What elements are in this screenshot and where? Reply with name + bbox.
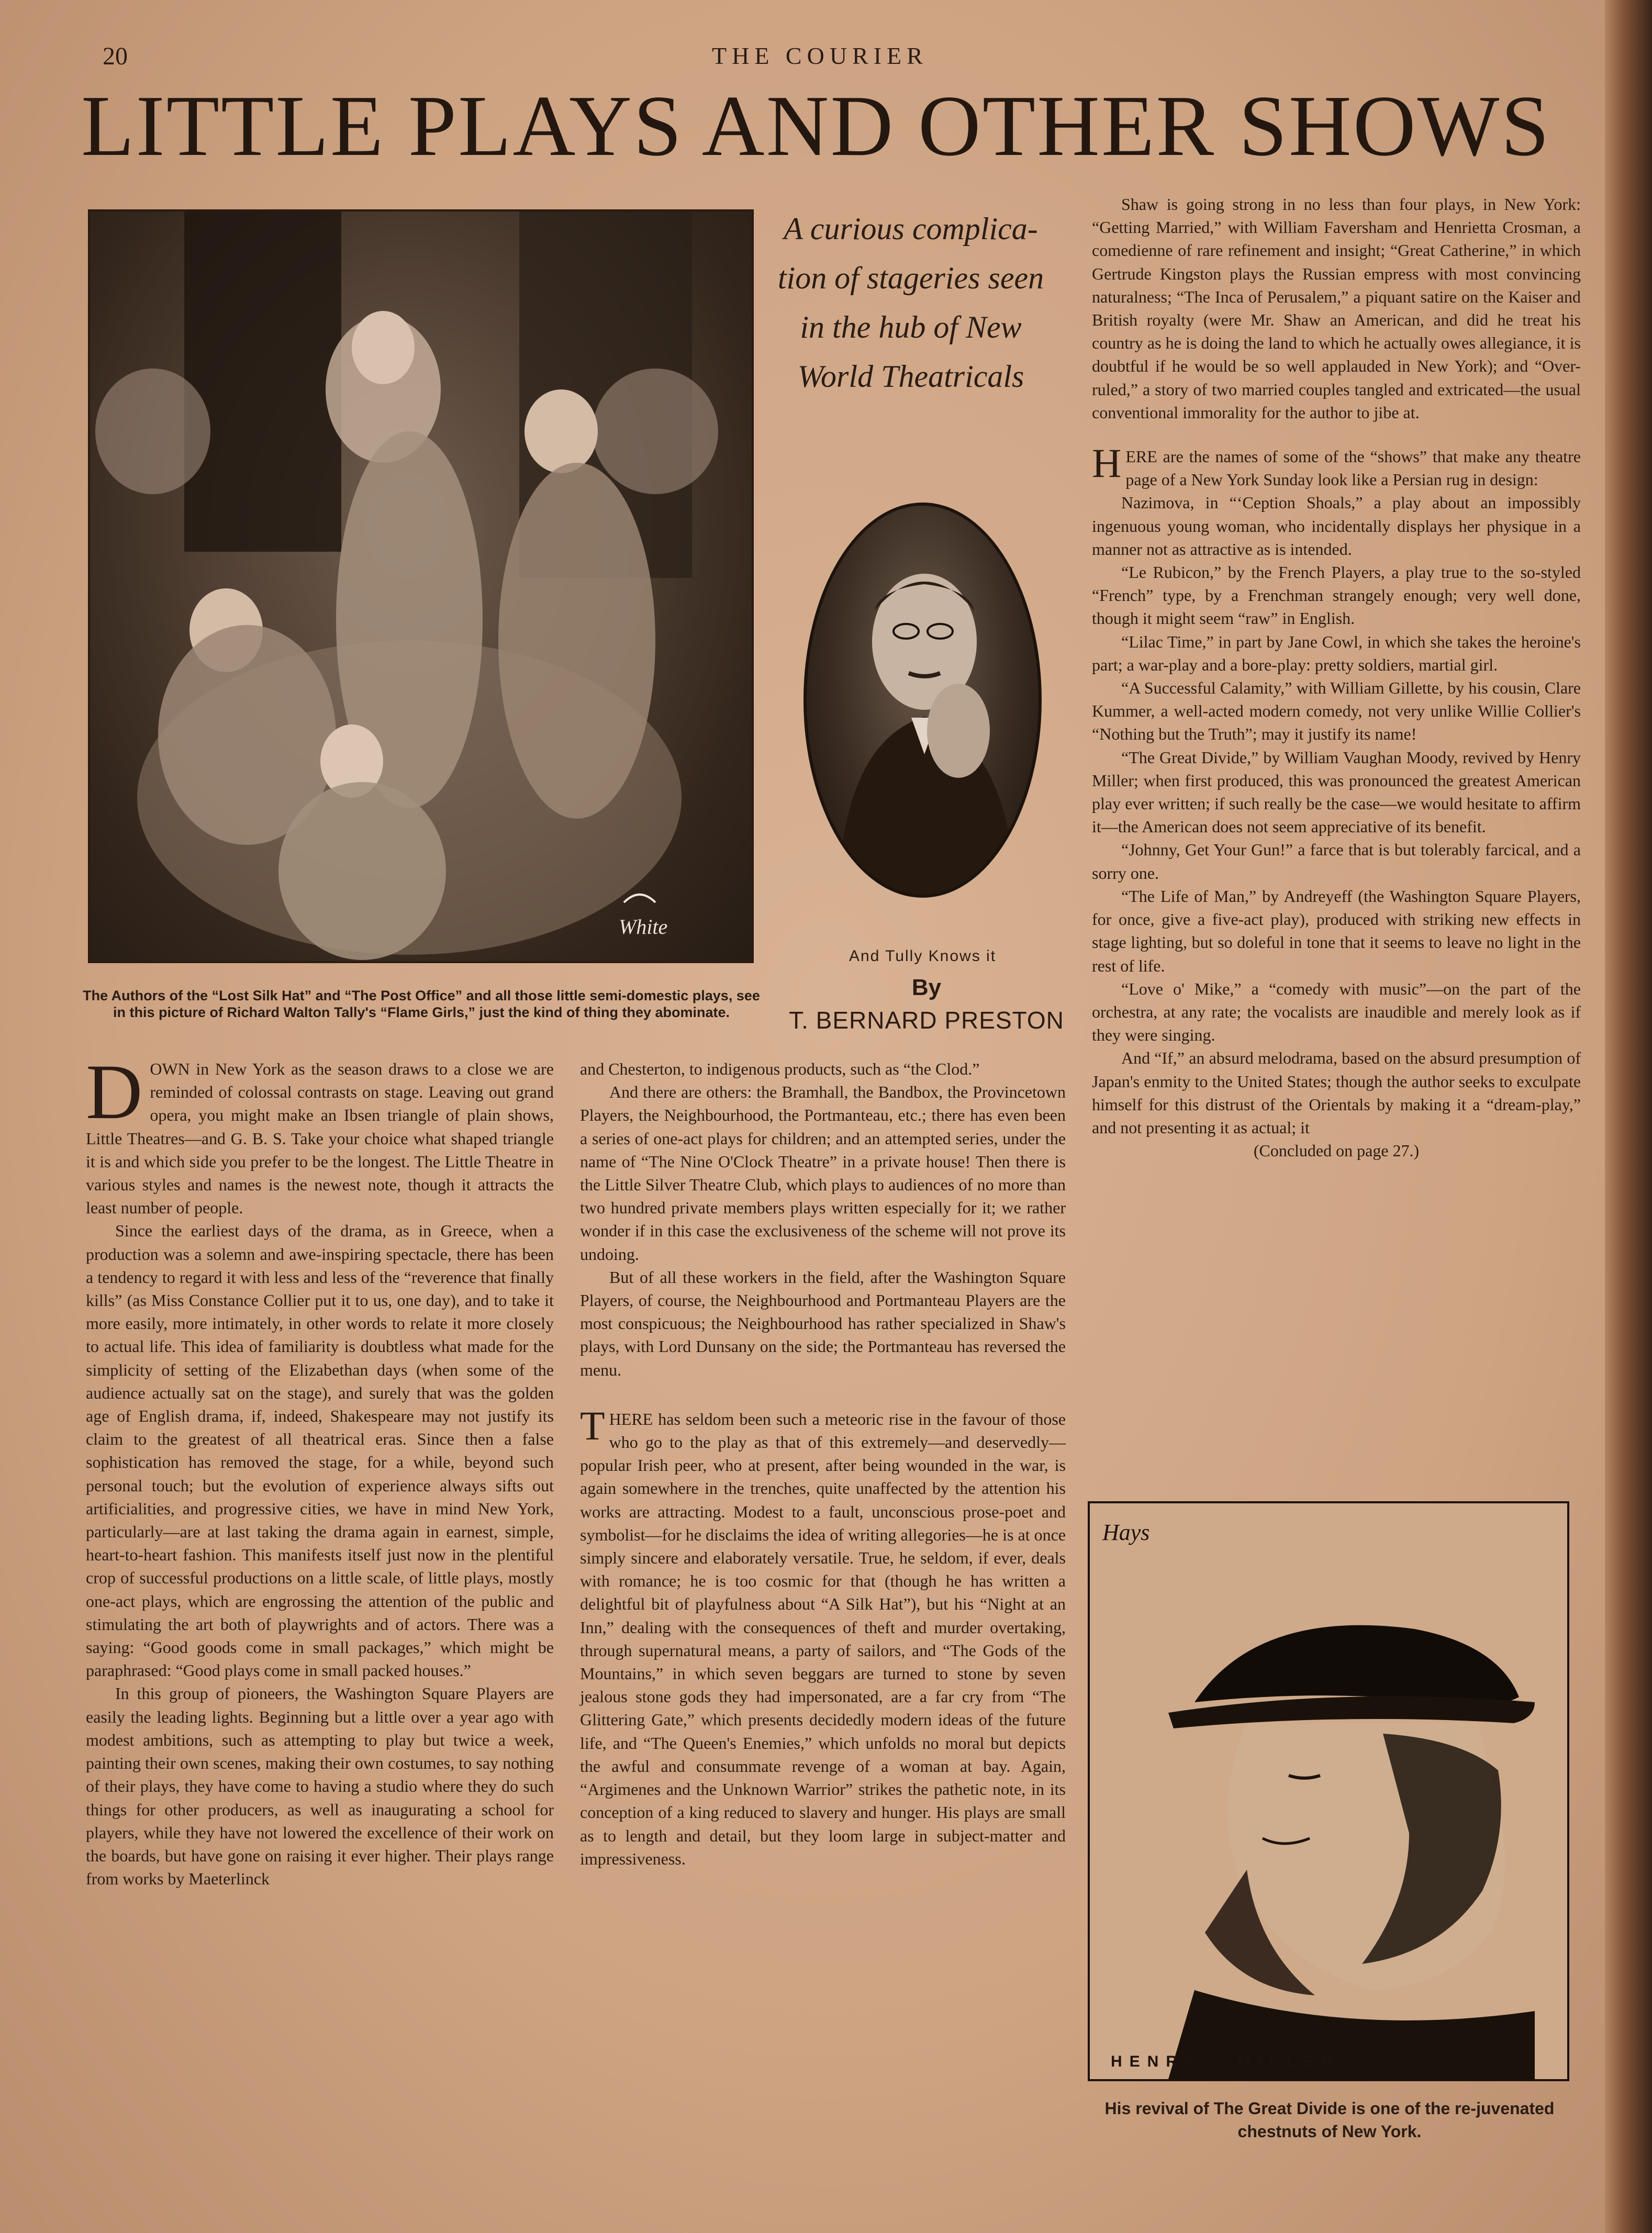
- paragraph: “The Life of Man,” by Andreyeff (the Washington Square Players, for once, give a five-act play), produced with striking new effects in stage lighting, but so doleful in tone that it seems to leave no light in the rest of life.: [1092, 886, 1581, 975]
- paragraph: and Chesterton, to indigenous products, such as “the Clod.”: [580, 1059, 980, 1078]
- book-spine-shadow: [1605, 0, 1652, 2233]
- photographer-signature: White: [619, 915, 668, 939]
- artist-mark: Hays: [1102, 1520, 1150, 1545]
- paragraph: OWN in New York as the season draws to a close we are reminded of colossal contrasts on stage. Leaving out grand opera, you might make an Ibsen triangle of plain shows, Little Theatres—and G. B. S. Take your choice what shaped triangle it is and which side you prefer to be the longest. The Little Theatre in various styles and names is the newest note, though it attracts the least number of people.: [86, 1059, 554, 1218]
- paragraph: Nazimova, in “‘Ception Shoals,” a play about an impossibly ingenuous young woman, who incidentally displays her physique in a manner not as attractive as is intended.: [1092, 493, 1581, 559]
- photo-caption: The Authors of the “Lost Silk Hat” and “The Post Office” and all those little semi-domestic plays, see in this picture of Richard Walton Tally's “Flame Girls,” just the kind of thing they abominate.: [83, 988, 760, 1020]
- portrait-caption: And Tully Knows it: [849, 947, 997, 965]
- paragraph: And there are others: the Bramhall, the Bandbox, the Provincetown Players, the Neighbourhood, the Portmanteau, etc.; there has even been a series of one-act plays for children; and an attempted series, under the name of “The Nine O'Clock Theatre” in a private house! Then there is the Little Silver Theatre Club, which plays to audiences of no more than two hundred private members plays written especially for it; we rather wonder if in this case the exclusiveness of the scheme will not prove its undoing.: [580, 1082, 1066, 1264]
- paragraph: Shaw is going strong in no less than four plays, in New York: “Getting Married,” with William Faversham and Henrietta Crosman, a comedienne of rare refinement and insight; “Great Catherine,” in which Gertrude Kingston plays the Russian empress with most convincing naturalness; “The Inca of Perusalem,” a piquant satire on the Kaiser and British royalty (were Mr. Shaw an American, and did he treat his country as he is doing the land to which he actually owes allegiance, it is doubtful if he would be so well applauded in New York); and “Over-ruled,” a story of two married couples tangled and extricated—the usual conventional immorality for the author to jibe at.: [1092, 195, 1581, 422]
- paragraph: But of all these workers in the field, after the Washington Square Players, of course, the Neighbourhood and Portmanteau Players are the most conspicuous; the Neighbourhood has rather specialized in Shaw's plays, with Lord Dunsany on the side; the Portmanteau has reversed the menu.: [580, 1267, 1066, 1379]
- paragraph: In this group of pioneers, the Washington Square Players are easily the leading lights. Beginning but a little over a year ago with modest ambitions, such as attempting to play but twice a week, painting their own scenes, making their own costumes, to say nothing of their plays, they have come to having a studio where they do such things for other producers, as well as inaugurating a school for players, while they have not lowered the excellence of their work on the boards, but have gone on raising it ever higher. Their plays range from works by Maeterlinck: [86, 1684, 554, 1889]
- paragraph: HERE has seldom been such a meteoric rise in the favour of those who go to the play as that of this extremely—and deservedly—popular Irish peer, who at present, after being wounded in the war, is again somewhere in the trenches, quite unaffected by the attention his works are attracting. Modest to a fault, unconscious prose-poet and symbolist—for he disclaims the idea of writing allegories—he is at once simply sincere and elaborately versatile. True, he seldom, if ever, deals with romance; he is too cosmic for that (though he has written a delightful bit of playfulness about “A Silk Hat”), but his “Night at an Inn,” dealing with the consequences of theft and murder overtaking, through supernatural means, a party of sailors, and “The Gods of the Mountains,” in which seven beggars are turned to stone by seven jealous stone gods they had impersonated, are a far cry from “The Glittering Gate,” which presents decidedly modern ideas of the future life, and “The Queen's Enemies,” which unfolds no moral but depicts the awful and consummate revenge of a woman at bay. Again, “Argimenes and the Unknown Warrior” strikes the pathetic note, in its conception of a king reduced to slavery and hunger. His plays are small as to length and detail, but they loom large in subject-matter and impressiveness.: [580, 1409, 1066, 1868]
- paragraph: “Lilac Time,” in part by Jane Cowl, in which she takes the heroine's part; a war-play and a bore-play: pretty soldiers, martial girl.: [1092, 632, 1581, 674]
- headline: LITTLE PLAYS AND OTHER SHOWS: [81, 77, 1551, 174]
- section-initial: T: [580, 1402, 605, 1448]
- subhead: A curious complica-tion of stageries seen in the hub of New World Theatricals: [777, 211, 1044, 394]
- paragraph: “Love o' Mike,” a “comedy with music”—on the part of the orchestra, at any rate; the vocalists are inaudible and merely look as if they were singing.: [1092, 979, 1581, 1045]
- sketch-caption: His revival of The Great Divide is one of the re-juvenated chestnuts of New York.: [1104, 2099, 1555, 2141]
- section-initial: H: [1092, 440, 1122, 486]
- byline-author: T. BERNARD PRESTON: [789, 1007, 1064, 1034]
- paragraph: ERE are the names of some of the “shows” that make any theatre page of a New York Sunday look like a Persian rug in design:: [1125, 447, 1581, 489]
- paragraph: “The Great Divide,” by William Vaughan Moody, revived by Henry Miller; when first produced, this was pronounced the greatest American play ever written; if such really be the case—we would hesitate to affirm it—the American does not seem appreciative of its benefit.: [1092, 747, 1581, 836]
- tully-portrait: [803, 503, 1042, 898]
- article-column-3: [1092, 193, 1581, 1162]
- sketch-illustration: [1090, 1503, 1567, 2079]
- continued-note: (Concluded on page 27.): [1253, 1141, 1420, 1160]
- sketch-label: HENRY · MILLER · ·: [1111, 2053, 1389, 2070]
- paragraph: “Le Rubicon,” by the French Players, a play true to the so-styled “French” type, by a Frenchman strangely enough; very well done, though it might seem “raw” in English.: [1092, 563, 1581, 628]
- flame-girls-illustration: [90, 211, 752, 961]
- portrait-illustration: [807, 506, 1039, 895]
- paragraph: “A Successful Calamity,” with William Gillette, by his cousin, Clare Kummer, a well-acted modern comedy, not very unlike Willie Collier's “Nothing but the Truth”; may it justify its name!: [1092, 678, 1581, 744]
- paragraph: “Johnny, Get Your Gun!” a farce that is but tolerably farcical, and a sorry one.: [1092, 840, 1581, 883]
- byline-by: By: [911, 975, 942, 1000]
- paragraph: Since the earliest days of the drama, as in Greece, when a production was a solemn and awe-inspiring spectacle, there has been a tendency to regard it with less and less of the “reverence that finally kills” (as Miss Constance Collier put it to us, one day), and to take it more easily, more intimately, in other words to relate it more closely to actual life. This idea of familiarity is doubtless what made for the simplicity of setting of the Elizabethan days (when some of the audience actually sat on the stage), and surely that was the golden age of English drama, if, indeed, Shakespeare may not justify its claim to the greatest of all theatrical eras. Since then a false sophistication has removed the stage, for a while, beyond such personal touch; but the evolution of experience always sifts out artificialities, and progressive cities, we have in mind New York, particularly—are at last taking the drama again in earnest, simple, heart-to-heart fashion. This manifests itself just now in the plentiful crop of successful productions on a little scale, of little plays, mostly one-act plays, which are engrossing the attention of the public and stimulating the art both of playwrights and of actors. There was a saying: “Good goods come in small packages,” which might be paraphrased: “Good plays come in small packed houses.”: [86, 1221, 554, 1680]
- running-title: THE COURIER: [712, 42, 928, 69]
- article-column-2: [580, 1057, 1066, 1870]
- flame-girls-photo: [88, 209, 754, 963]
- henry-miller-sketch: [1088, 1501, 1569, 2081]
- article-column-1: [86, 1048, 554, 1890]
- page-number: 20: [103, 42, 128, 70]
- drop-cap: D: [86, 1048, 143, 1135]
- paragraph: And “If,” an absurd melodrama, based on the absurd presumption of Japan's enmity to the United States; though the author seeks to exculpate himself for this distrust of the Orientals by making it a “dream-play,” and not presenting it as actual; it: [1092, 1048, 1581, 1137]
